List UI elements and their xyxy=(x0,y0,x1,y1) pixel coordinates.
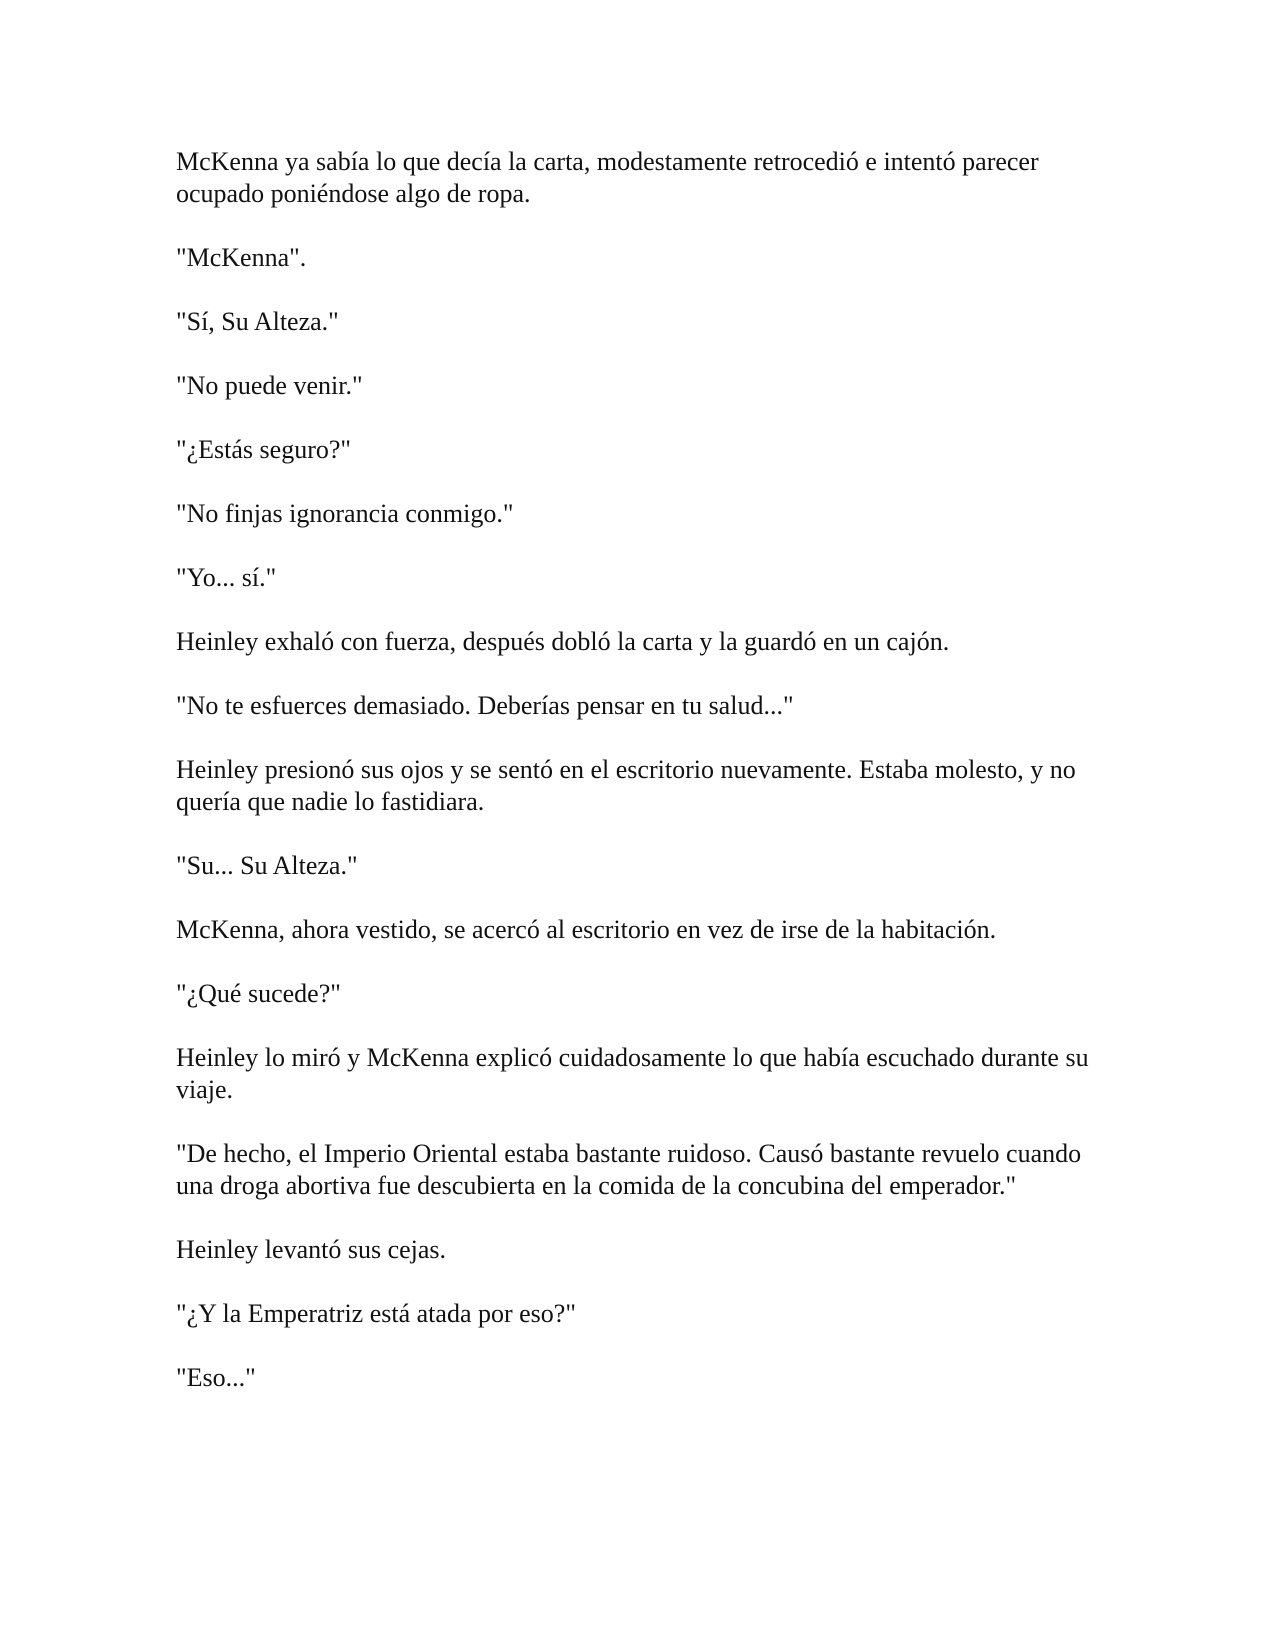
paragraph: Heinley presionó sus ojos y se sentó en el escritorio nuevamente. Estaba molesto, y no quería que nadie lo fastidiara. xyxy=(176,755,1076,816)
paragraph: McKenna ya sabía lo que decía la carta, modestamente retrocedió e intentó parecer ocupado poniéndose algo de ropa. xyxy=(176,147,1039,208)
paragraph: McKenna, ahora vestido, se acercó al escritorio en vez de irse de la habitación. xyxy=(176,915,997,944)
paragraph: "¿Y la Emperatriz está atada por eso?" xyxy=(176,1299,576,1328)
paragraph: "No te esfuerces demasiado. Deberías pensar en tu salud..." xyxy=(176,691,794,720)
paragraph: "Sí, Su Alteza." xyxy=(176,307,339,336)
paragraph: "Yo... sí." xyxy=(176,563,277,592)
paragraph: "No puede venir." xyxy=(176,371,363,400)
paragraph: "¿Qué sucede?" xyxy=(176,979,341,1008)
paragraph: Heinley lo miró y McKenna explicó cuidadosamente lo que había escuchado durante su viaje. xyxy=(176,1043,1089,1104)
paragraph: "McKenna". xyxy=(176,243,307,272)
paragraph: Heinley exhaló con fuerza, después dobló la carta y la guardó en un cajón. xyxy=(176,627,950,656)
paragraph: "Su... Su Alteza." xyxy=(176,851,358,880)
paragraph: "¿Estás seguro?" xyxy=(176,435,352,464)
paragraph: Heinley levantó sus cejas. xyxy=(176,1235,447,1264)
document-body xyxy=(176,146,1096,1426)
paragraph: "De hecho, el Imperio Oriental estaba bastante ruidoso. Causó bastante revuelo cuando una droga abortiva fue descubierta en la comida de la concubina del emperador." xyxy=(176,1139,1082,1200)
paragraph: "Eso..." xyxy=(176,1363,256,1392)
paragraph: "No finjas ignorancia conmigo." xyxy=(176,499,514,528)
